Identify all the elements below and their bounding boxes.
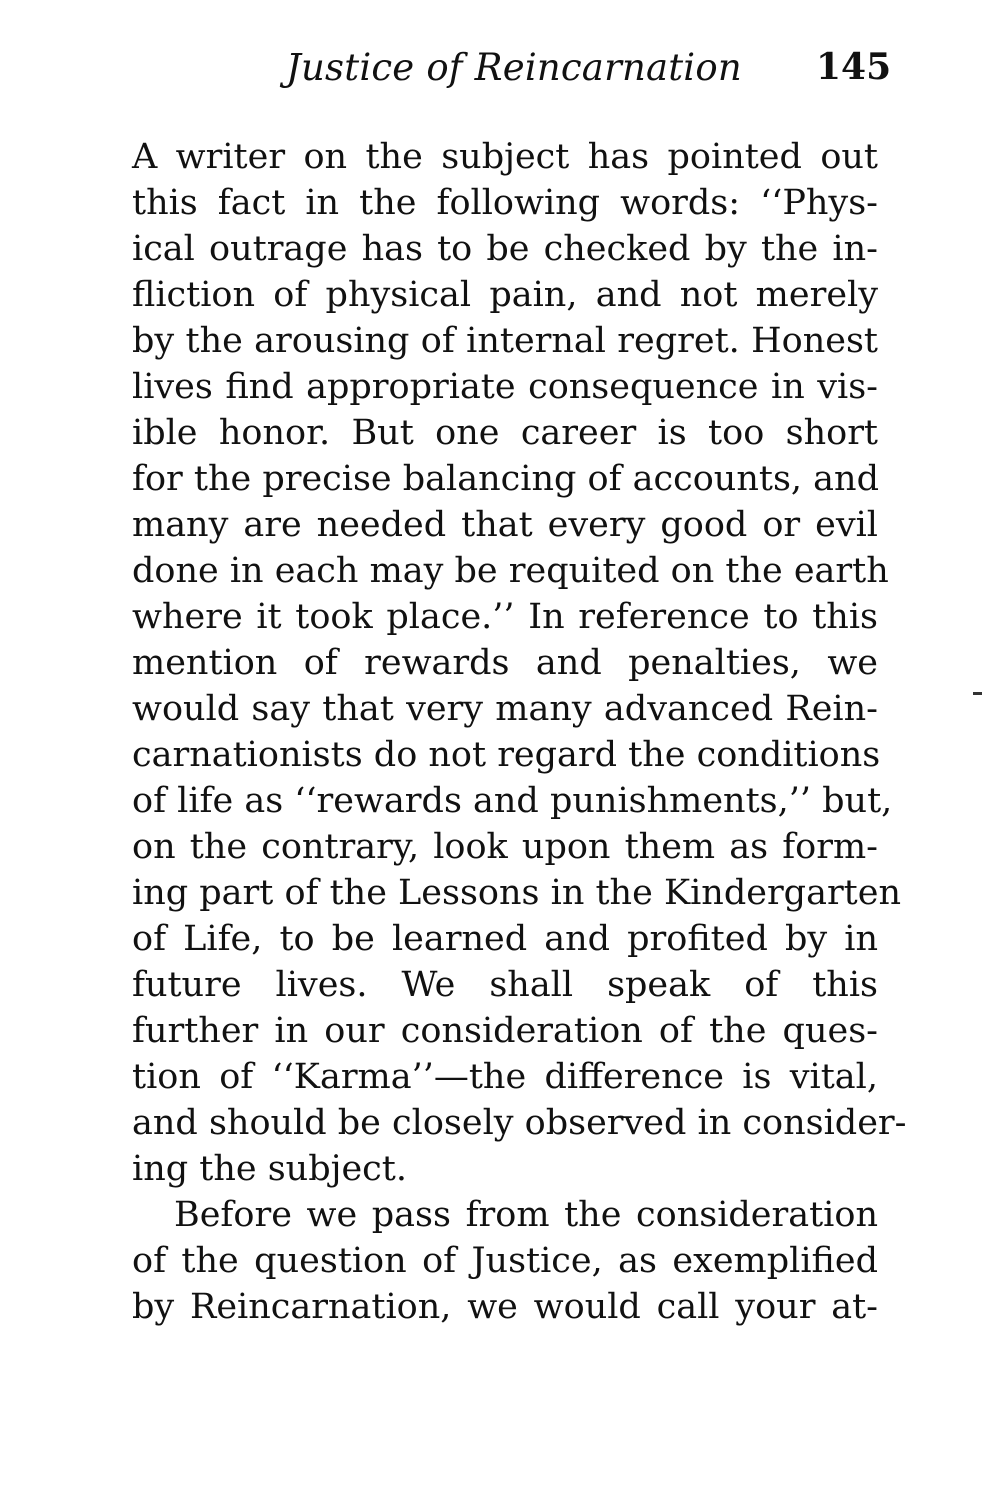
text-line: many are needed that every good or evil (132, 505, 878, 545)
text-line: lives find appropriate consequence in vis- (132, 367, 878, 407)
page-number: 145 (816, 46, 892, 88)
text-line: A writer on the subject has pointed out (132, 137, 878, 177)
text-line: carnationists do not regard the conditions (132, 735, 881, 775)
text-line: for the precise balancing of accounts, and (132, 459, 879, 499)
text-line: would say that very many advanced Rein- (132, 689, 878, 729)
text-line: ible honor. But one career is too short (132, 413, 878, 453)
text-line: fliction of physical pain, and not merely (132, 275, 878, 315)
text-line: this fact in the following words: ‘‘Phys- (132, 183, 878, 223)
text-line: and should be closely observed in consider- (132, 1103, 907, 1143)
text-line: by Reincarnation, we would call your at- (132, 1287, 878, 1327)
text-line: ing the subject. (132, 1149, 407, 1189)
text-line: ing part of the Lessons in the Kindergarten (132, 873, 901, 913)
text-line: of life as ‘‘rewards and punishments,’’ but, (132, 781, 893, 821)
running-title: Justice of Reincarnation (286, 46, 742, 89)
text-line: of the question of Justice, as exemplified (132, 1241, 878, 1281)
text-line: done in each may be requited on the earth (132, 551, 889, 591)
body-text (132, 134, 907, 1330)
text-line: tion of ‘‘Karma’’—the difference is vital, (132, 1057, 878, 1097)
text-line: by the arousing of internal regret. Honest (132, 321, 878, 361)
text-line: on the contrary, look upon them as form- (132, 827, 878, 867)
text-line: ical outrage has to be checked by the in- (132, 229, 878, 269)
text-line: future lives. We shall speak of this (132, 965, 878, 1005)
text-line: further in our consideration of the ques- (132, 1011, 878, 1051)
text-line: of Life, to be learned and profited by in (132, 919, 878, 959)
text-line: mention of rewards and penalties, we (132, 643, 878, 683)
margin-mark (973, 692, 982, 695)
paragraph-first-line: Before we pass from the consideration (174, 1195, 878, 1235)
text-line: where it took place.’’ In reference to this (132, 597, 878, 637)
